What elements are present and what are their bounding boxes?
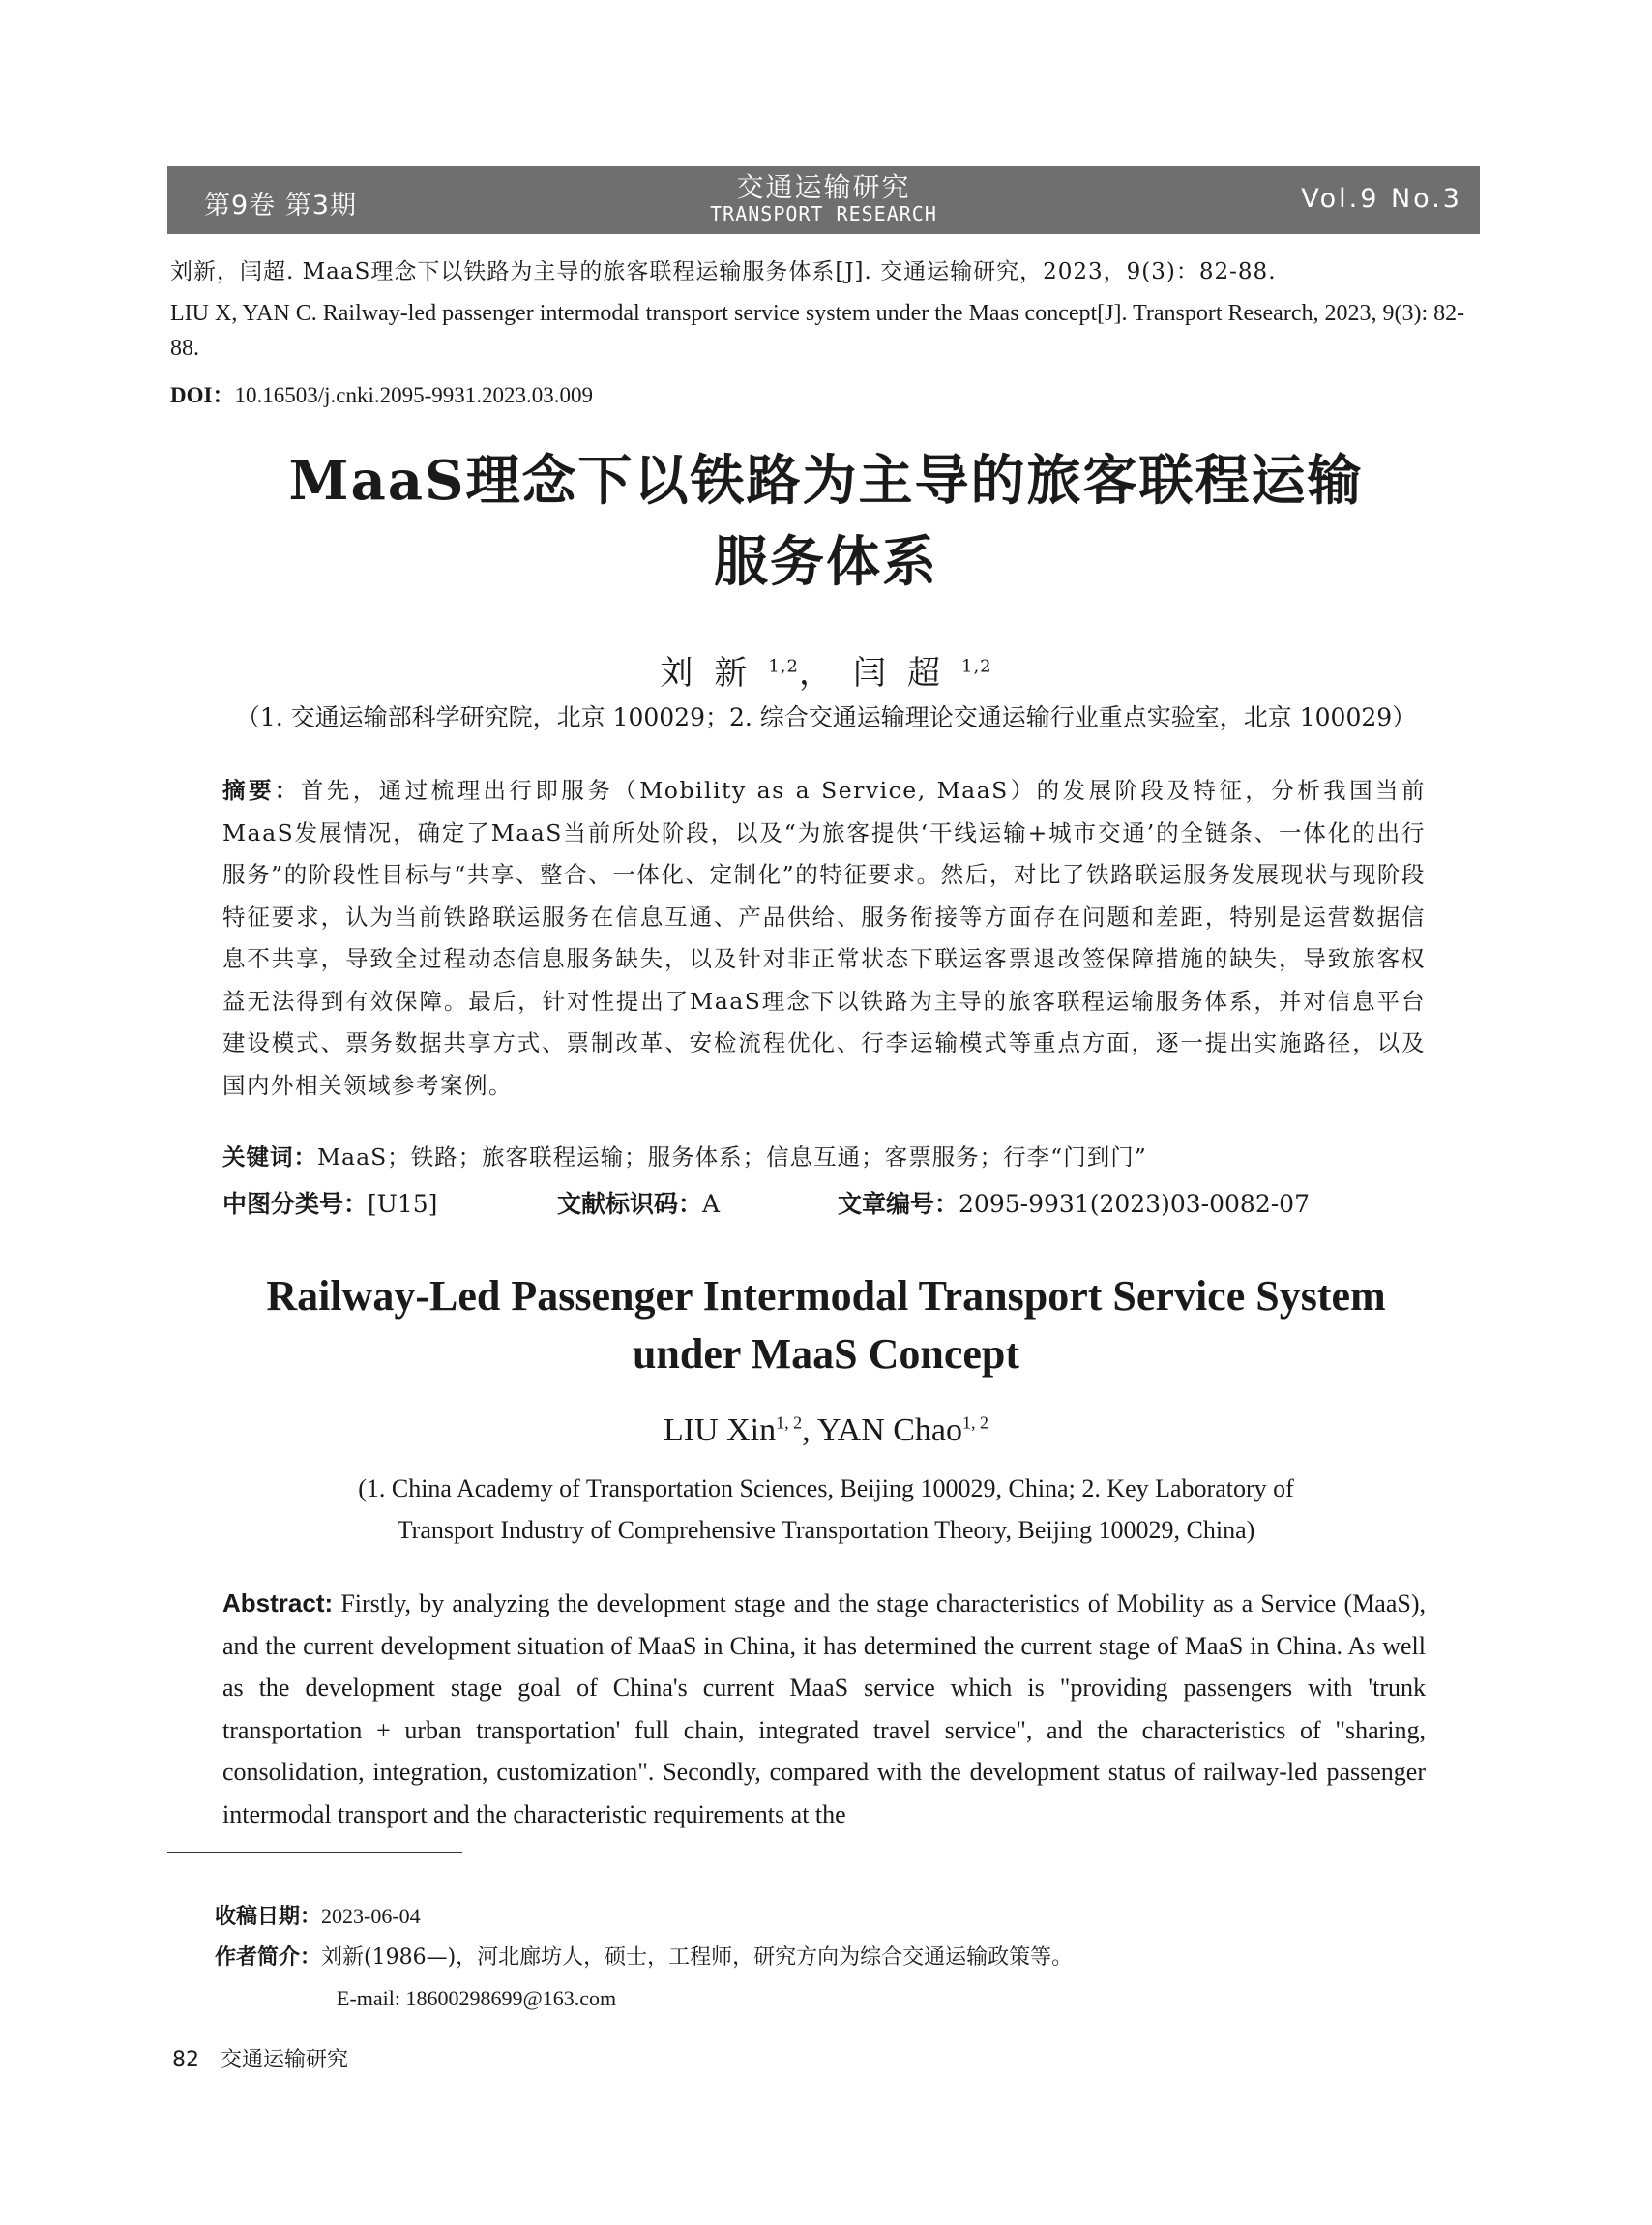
doc-code-label: 文献标识码： <box>557 1190 703 1218</box>
footnote-divider <box>167 1852 462 1853</box>
affiliation-en-line2: Transport Industry of Comprehensive Transportation Theory, Beijing 100029, China) <box>397 1516 1255 1544</box>
author-1-cn-affil: 1,2 <box>768 656 799 677</box>
citation-cn: 刘新，闫超. MaaS理念下以铁路为主导的旅客联程运输服务体系[J]. 交通运输研究，2023，9(3)：82-88. <box>170 259 1277 284</box>
page-footer <box>172 2043 369 2073</box>
journal-title-cn: 交通运输研究 <box>736 171 911 203</box>
author-bio-label: 作者简介： <box>215 1945 322 1970</box>
article-no-item <box>838 1185 1310 1220</box>
abstract-en <box>222 1583 1426 1835</box>
title-en-line1: Railway-Led Passenger Intermodal Transport Service System <box>266 1272 1386 1320</box>
author-2-cn-affil: 1,2 <box>961 656 992 677</box>
abstract-cn-label: 摘要： <box>222 777 301 804</box>
author-1-en: LIU Xin <box>663 1412 777 1448</box>
doi-value[interactable]: 10.16503/j.cnki.2095-9931.2023.03.009 <box>234 383 593 407</box>
citation-en: LIU X, YAN C. Railway-led passenger intermodal transport service system under the Maas concept[J]. Transport Research, 2023, 9(3): 82-88. <box>170 301 1465 361</box>
clc-item <box>222 1185 557 1220</box>
classification-row <box>222 1185 1441 1220</box>
title-cn-line2: 服务体系 <box>714 530 938 594</box>
author-email[interactable]: E-mail: 18600298699@163.com <box>337 1986 617 2010</box>
title-cn-line1: MaaS理念下以铁路为主导的旅客联程运输 <box>288 449 1364 513</box>
footnote <box>215 1896 1073 2019</box>
author-2-en: YAN Chao <box>816 1412 963 1448</box>
keywords-cn <box>222 1139 1441 1172</box>
author-1-en-affil: 1, 2 <box>776 1412 803 1433</box>
article-no-value: 2095-9931(2023)03-0082-07 <box>959 1190 1310 1218</box>
authors-en <box>0 1412 1652 1449</box>
article-no-label: 文章编号： <box>838 1190 959 1218</box>
page-journal-name: 交通运输研究 <box>221 2048 349 2072</box>
keywords-cn-text: MaaS；铁路；旅客联程运输；服务体系；信息互通；客票服务；行李“门到门” <box>317 1143 1147 1171</box>
received-label: 收稿日期： <box>215 1905 322 1929</box>
author-bio <box>215 1938 1073 1978</box>
paper-title-cn <box>164 440 1488 603</box>
abstract-en-label: Abstract: <box>222 1588 334 1617</box>
title-en-line2: under MaaS Concept <box>632 1330 1020 1378</box>
paper-title-en <box>164 1267 1488 1383</box>
author-2-en-affil: 1, 2 <box>962 1412 989 1433</box>
doi <box>170 377 593 409</box>
author-1-cn: 刘新 <box>660 654 769 693</box>
authors-cn <box>0 646 1652 694</box>
affiliation-cn: （1. 交通运输部科学研究院，北京 100029；2. 综合交通运输理论交通运输行业重点实验室，北京 100029） <box>235 703 1417 731</box>
author-2-cn: 闫超 <box>853 654 961 693</box>
journal-title <box>167 172 1480 224</box>
page-number: 82 <box>172 2048 199 2072</box>
clc-label: 中图分类号： <box>222 1190 369 1218</box>
doi-label: DOI： <box>170 383 235 407</box>
issue-label: 第9卷 第3期 <box>204 191 357 221</box>
author-separator-en: , <box>802 1412 817 1448</box>
doc-code-item <box>557 1185 838 1220</box>
author-separator-cn: ， <box>799 654 853 693</box>
abstract-en-text: Firstly, by analyzing the development stage and the stage characteristics of Mobility as a Service (MaaS), and the current development situation of MaaS in China, it has determined the current stage of MaaS in China. As well as the development stage goal of China's current MaaS service which is "providing passengers with 'trunk transportation + urban transportation' full chain, integrated travel service", and the characteristics of "sharing, consolidation, integration, customization". Secondly, compared with the development status of railway-led passenger intermodal transport and the characteristic requirements at the <box>222 1589 1427 1828</box>
journal-title-en: TRANSPORT RESEARCH <box>710 202 937 225</box>
keywords-cn-label: 关键词： <box>222 1143 317 1171</box>
abstract-cn-text: 首先，通过梳理出行即服务（Mobility as a Service, MaaS）的发展阶段及特征，分析我国当前MaaS发展情况，确定了MaaS当前所处阶段，以及“为旅客提供‘干线运输+城市交通’的全链条、一体化的出行服务”的阶段性目标与“共享、整合、一体化、定制化”的特征要求。然后，对比了铁路联运服务发展现状与现阶段特征要求，认为当前铁路联运服务在信息互通、产品供给、服务衔接等方面存在问题和差距，特别是运营数据信息不共享，导致全过程动态信息服务缺失，以及针对非正常状态下联运客票退改签保障措施的缺失，导致旅客权益无法得到有效保障。最后，针对性提出了MaaS理念下以铁路为主导的旅客联程运输服务体系，并对信息平台建设模式、票务数据共享方式、票制改革、安检流程优化、行李运输模式等重点方面，逐一提出实施路径，以及国内外相关领域参考案例。 <box>222 777 1427 1099</box>
received-value: 2023-06-04 <box>321 1904 421 1928</box>
received-date <box>215 1896 1073 1938</box>
clc-value: [U15] <box>368 1190 438 1218</box>
doc-code-value: A <box>702 1190 721 1218</box>
author-bio-text: 刘新(1986—)，河北廊坊人，硕士，工程师，研究方向为综合交通运输政策等。 <box>321 1945 1074 1970</box>
abstract-cn <box>222 770 1426 1107</box>
volume-label: Vol.9 No.3 <box>1301 184 1462 214</box>
journal-header-bar <box>167 166 1480 234</box>
affiliation-en <box>193 1468 1459 1551</box>
affiliation-en-line1: (1. China Academy of Transportation Sciences, Beijing 100029, China; 2. Key Laboratory of <box>358 1474 1294 1502</box>
